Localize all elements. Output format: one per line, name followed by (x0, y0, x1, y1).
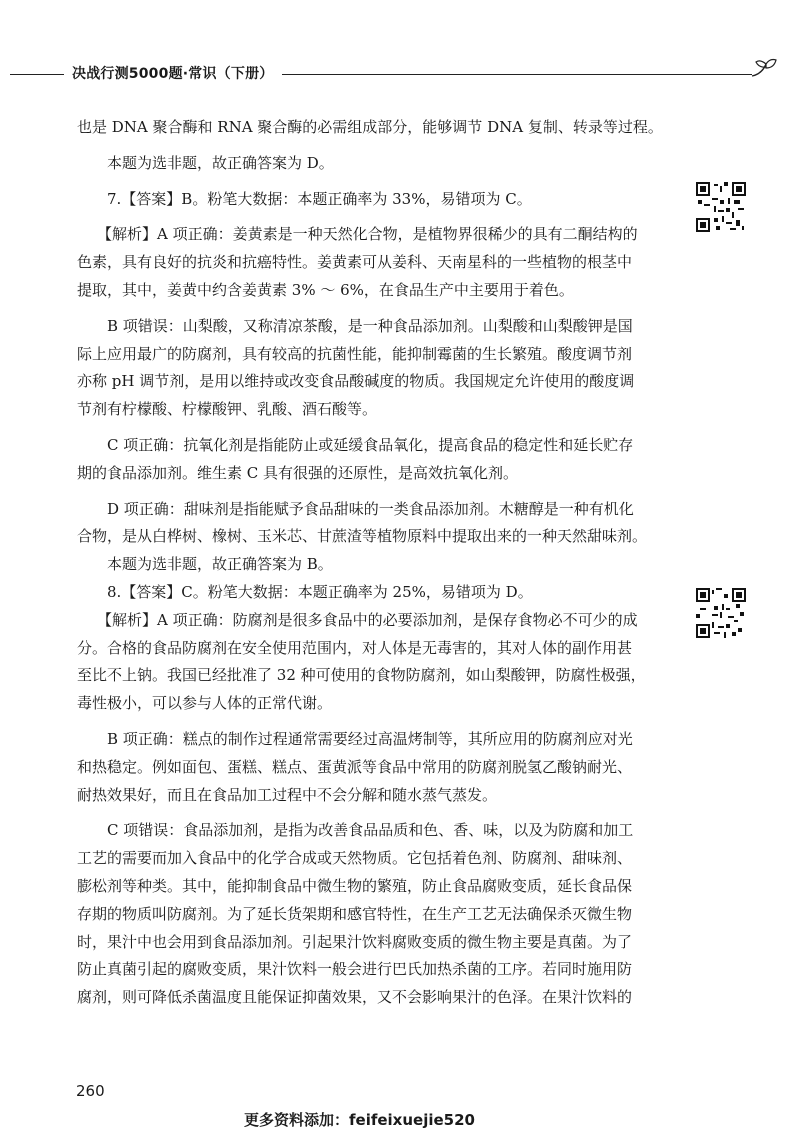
text-line: 防止真菌引起的腐败变质，果汁饮料一般会进行巴氏加热杀菌的工序。若同时施用防 (77, 960, 633, 979)
text-line: B 项正确：糕点的制作过程通常需要经过高温烤制等，其所应用的防腐剂应对光 (107, 729, 633, 748)
text-line: D 项正确：甜味剂是指能赋予食品甜味的一类食品添加剂。木糖醇是一种有机化 (107, 499, 634, 518)
text-line: 节剂有柠檬酸、柠檬酸钾、乳酸、酒石酸等。 (77, 400, 378, 419)
qr-code-icon[interactable] (696, 588, 746, 638)
analysis-line: 【解析】A 项正确：姜黄素是一种天然化合物，是植物界很稀少的具有二酮结构的 (97, 225, 638, 244)
text-line: 存期的物质叫防腐剂。为了延长货架期和感官特性，在生产工艺无法确保杀灭微生物 (77, 904, 633, 923)
text-line: 至比不上钠。我国已经批准了 32 种可使用的食物防腐剂，如山梨酸钾，防腐性极强， (77, 666, 646, 685)
text-line: 合物，是从白桦树、橡树、玉米芯、甘蔗渣等植物原料中提取出来的一种天然甜味剂。 (77, 527, 648, 546)
text-line: 耐热效果好，而且在食品加工过程中不会分解和随水蒸气蒸发。 (77, 785, 498, 804)
text-line: 工艺的需要而加入食品中的化学合成或天然物质。它包括着色剂、防腐剂、甜味剂、 (77, 849, 633, 868)
page-number: 260 (76, 1082, 105, 1100)
text-line: 提取，其中，姜黄中约含姜黄素 3% ～ 6%，在食品生产中主要用于着色。 (77, 280, 574, 299)
book-title: 决战行测5000题·常识（下册） (72, 66, 274, 82)
answer-explanations (77, 114, 668, 1012)
text-line: B 项错误：山梨酸，又称清凉茶酸，是一种食品添加剂。山梨酸和山梨酸钾是国 (107, 316, 633, 335)
text-line: 分。合格的食品防腐剂在安全使用范围内，对人体是无毒害的，其对人体的副作用甚 (77, 638, 633, 657)
text-line: 期的食品添加剂。维生素 C 具有很强的还原性，是高效抗氧化剂。 (77, 463, 519, 482)
header-rule-right (282, 74, 752, 75)
text-line: 也是 DNA 聚合酶和 RNA 聚合酶的必需组成部分，能够调节 DNA 复制、转录等过程。 (77, 118, 663, 136)
watermark-text: 更多资料添加：feifeixuejie520 (244, 1111, 475, 1129)
text-line: 膨松剂等种类。其中，能抑制食品中微生物的繁殖，防止食品腐败变质，延长食品保 (77, 876, 633, 895)
text-line: 本题为选非题，故正确答案为 B。 (107, 555, 333, 574)
text-line: C 项错误：食品添加剂，是指为改善食品品质和色、香、味，以及为防腐和加工 (107, 821, 634, 840)
text-line: 时，果汁中也会用到食品添加剂。引起果汁饮料腐败变质的微生物主要是真菌。为了 (77, 932, 633, 951)
text-line: 亦称 pH 调节剂，是用以维持或改变食品酸碱度的物质。我国规定允许使用的酸度调 (77, 372, 635, 391)
running-header (10, 58, 780, 88)
text-line: 本题为选非题，故正确答案为 D。 (107, 153, 334, 172)
text-line: 色素，具有良好的抗炎和抗癌特性。姜黄素可从姜科、天南星科的一些植物的根茎中 (77, 253, 633, 272)
text-line: 腐剂，则可降低杀菌温度且能保证抑菌效果，又不会影响果汁的色泽。在果汁饮料的 (77, 988, 633, 1007)
header-rule-left (10, 74, 64, 75)
text-line: 毒性极小，可以参与人体的正常代谢。 (77, 694, 333, 713)
qr-code-icon[interactable] (696, 182, 746, 232)
analysis-line: 【解析】A 项正确：防腐剂是很多食品中的必要添加剂，是保存食物必不可少的成 (97, 610, 638, 629)
text-line: 和热稳定。例如面包、蛋糕、糕点、蛋黄派等食品中常用的防腐剂脱氢乙酸钠耐光、 (77, 757, 633, 776)
sprout-icon (746, 58, 780, 88)
text-line: 际上应用最广的防腐剂，具有较高的抗菌性能，能抑制霉菌的生长繁殖。酸度调节剂 (77, 344, 633, 363)
text-line: C 项正确：抗氧化剂是指能防止或延缓食品氧化，提高食品的稳定性和延长贮存 (107, 435, 634, 454)
answer-line-q8: 8.【答案】C。粉笔大数据：本题正确率为 25%，易错项为 D。 (107, 582, 533, 601)
answer-line-q7: 7.【答案】B。粉笔大数据：本题正确率为 33%，易错项为 C。 (107, 189, 532, 208)
